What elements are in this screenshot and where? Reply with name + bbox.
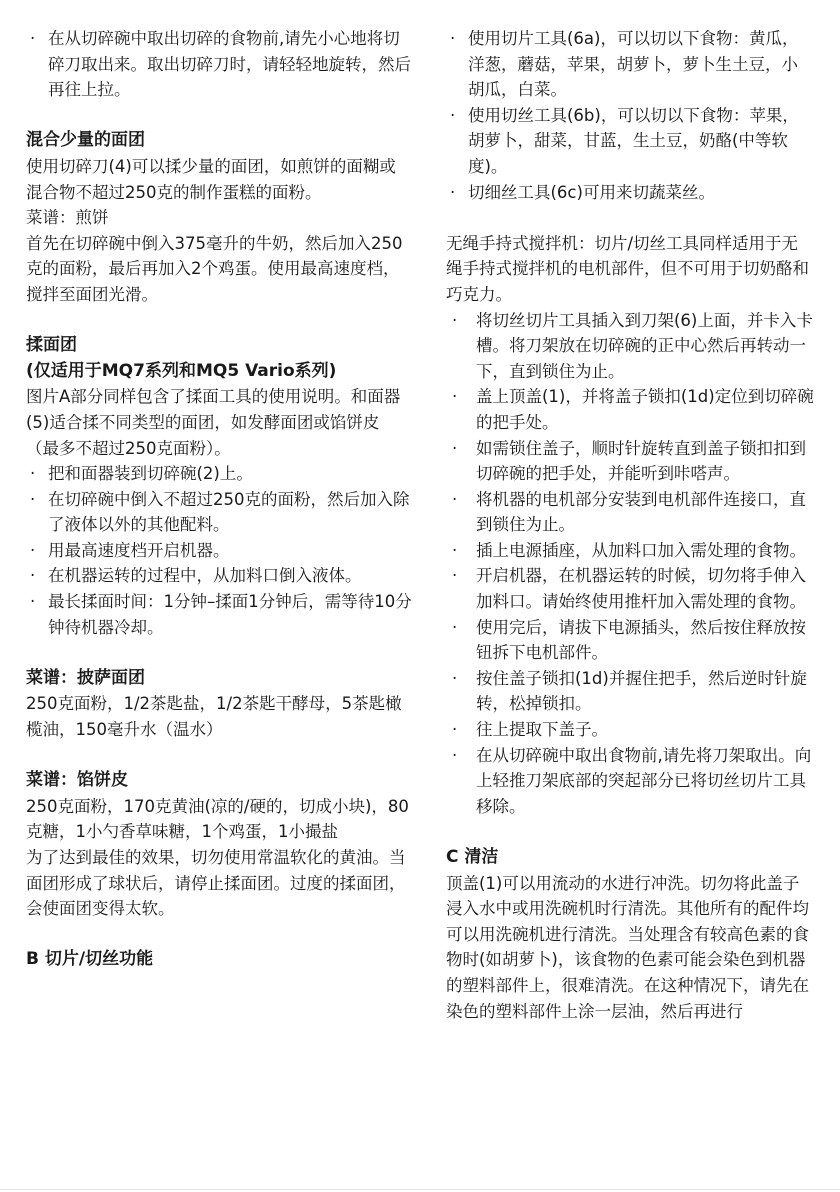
kneading-bullet-text: 最长揉面时间：1分钟–揉面1分钟后，需等待10分钟待机器冷却。 <box>48 592 412 637</box>
section-c-heading: C 清洁 <box>446 847 499 867</box>
tool-bullet-text: 使用切片工具(6a)，可以切以下食物：黄瓜，洋葱，蘑菇，苹果，胡萝卜，萝卜生土豆，小胡瓜，白菜。 <box>468 29 799 100</box>
bullet-dot-icon: · <box>30 592 36 612</box>
pizza-recipe-body: 250克面粉，1/2茶匙盐，1/2茶匙干酵母，5茶匙橄榄油，150毫升水（温水） <box>26 694 402 740</box>
step-text: 在从切碎碗中取出食物前,请先将刀架取出。向上轻推刀架底部的突起部分已将切丝切片工具移除。 <box>476 745 812 816</box>
step-item <box>446 538 814 564</box>
bullet-dot-icon: · <box>452 540 458 560</box>
step-text: 将机器的电机部分安装到电机部件连接口，直到锁住为止。 <box>476 489 806 535</box>
bullet-dot-icon: · <box>452 720 458 740</box>
bullet-dot-icon: · <box>452 387 458 407</box>
bullet-dot-icon: · <box>452 617 458 637</box>
section-b-heading: B 切片/切丝功能 <box>26 949 154 970</box>
step-text: 如需锁住盖子，顺时针旋转直到盖子锁扣扣到切碎碗的把手处，并能听到咔嗒声。 <box>476 438 806 484</box>
bullet-dot-icon: · <box>452 489 458 509</box>
kneading-bullet-text: 在切碎碗中倒入不超过250克的面粉，然后加入除了液体以外的其他配料。 <box>48 489 410 535</box>
bullet-dot-icon: · <box>452 668 458 688</box>
tool-bullet-text: 使用切丝工具(6b)，可以切以下食物：苹果，胡萝卜，甜菜，甘蓝，生土豆，奶酪(中等软度)。 <box>468 105 799 176</box>
bullet-dot-icon: · <box>30 540 36 560</box>
step-text: 将切丝切片工具插入到刀架(6)上面，并卡入卡槽。将刀架放在切碎碗的正中心然后再转动一下，直到锁住为止。 <box>476 310 813 381</box>
tool-bullet <box>446 180 814 206</box>
intro-bullet-text: 在从切碎碗中取出切碎的食物前,请先小心地将切碎刀取出来。取出切碎刀时，请轻轻地旋转，然后再往上拉。 <box>48 29 411 100</box>
bullet-dot-icon: · <box>30 566 36 586</box>
kneading-bullet-text: 用最高速度档开启机器。 <box>48 540 230 560</box>
cleaning-body: 顶盖(1)可以用流动的水进行冲洗。切勿将此盖子浸入水中或用洗碗机时行清洗。其他所有的配件均可以用洗碗机进行清洗。当处理含有较高色素的食物时(如胡萝卜)，该食物的色素可能会染色到机器的塑料部件上，很难清洗。在这种情况下，请先在染色的塑料部件上涂一层油，然后再进行 <box>446 873 809 1021</box>
step-text: 盖上顶盖(1)，并将盖子锁扣(1d)定位到切碎碗的把手处。 <box>476 387 814 432</box>
bullet-dot-icon: · <box>30 464 36 484</box>
kneading-bullet <box>26 563 412 589</box>
tool-bullet <box>446 103 814 180</box>
step-item <box>446 717 814 743</box>
kneading-bullet-text: 把和面器装到切碎碗(2)上。 <box>48 464 253 484</box>
kneading-bullet-text: 在机器运转的过程中，从加料口倒入液体。 <box>48 566 362 586</box>
left-column <box>26 26 412 973</box>
step-text: 按住盖子锁扣(1d)并握住把手，然后逆时针旋转，松掉锁扣。 <box>476 668 807 714</box>
step-item <box>446 615 814 666</box>
kneading-bullet <box>26 589 412 640</box>
small-dough-heading: 混合少量的面团 <box>26 130 145 151</box>
step-text: 插上电源插座，从加料口加入需处理的食物。 <box>476 540 806 560</box>
page-bottom-rule <box>0 1189 840 1190</box>
step-item <box>446 563 814 614</box>
bullet-dot-icon: · <box>452 310 458 330</box>
pie-recipe-heading: 菜谱：馅饼皮 <box>26 770 128 791</box>
kneading-bullet <box>26 538 412 564</box>
kneading-body: 图片A部分同样包含了揉面工具的使用说明。和面器(5)适合揉不同类型的面团，如发酵面团或馅饼皮（最多不超过250克面粉）。 <box>26 387 401 458</box>
step-text: 使用完后，请拔下电源插头，然后按住释放按钮拆下电机部件。 <box>476 617 806 663</box>
cordless-intro: 无绳手持式搅拌机：切片/切丝工具同样适用于无绳手持式搅拌机的电机部件，但不可用于切奶酪和巧克力。 <box>446 233 809 304</box>
right-column <box>446 26 814 1024</box>
pancake-recipe-label: 菜谱：煎饼 <box>26 208 109 228</box>
kneading-heading: 揉面团 <box>26 335 77 356</box>
pizza-recipe-heading: 菜谱：披萨面团 <box>26 667 145 688</box>
tool-bullet <box>446 26 814 103</box>
step-item <box>446 666 814 717</box>
step-text: 往上提取下盖子。 <box>476 720 608 740</box>
kneading-bullet <box>26 461 412 487</box>
bullet-dot-icon: · <box>452 566 458 586</box>
pie-recipe-note: 为了达到最佳的效果，切勿使用常温软化的黄油。当面团形成了球状后，请停止揉面团。过度的揉面团，会使面团变得太软。 <box>26 848 406 919</box>
bullet-dot-icon: · <box>30 489 36 509</box>
bullet-dot-icon: · <box>450 29 456 48</box>
kneading-subheading: (仅适用于MQ7系列和MQ5 Vario系列) <box>26 360 337 381</box>
step-item <box>446 487 814 538</box>
bullet-dot-icon: · <box>452 745 458 765</box>
small-dough-body: 使用切碎刀(4)可以揉少量的面团，如煎饼的面糊或混合物不超过250克的制作蛋糕的面粉。 <box>26 156 396 202</box>
kneading-bullet <box>26 487 412 538</box>
step-item <box>446 384 814 435</box>
pancake-recipe-text: 首先在切碎碗中倒入375毫升的牛奶，然后加入250克的面粉，最后再加入2个鸡蛋。使用最高速度档，搅拌至面团光滑。 <box>26 233 403 304</box>
bullet-dot-icon: · <box>452 438 458 458</box>
tool-bullet-text: 切细丝工具(6c)可用来切蔬菜丝。 <box>468 182 715 202</box>
step-text: 开启机器，在机器运转的时候，切勿将手伸入加料口。请始终使用推杆加入需处理的食物。 <box>476 566 806 612</box>
bullet-dot-icon: · <box>450 105 456 125</box>
bullet-dot-icon: · <box>450 182 456 202</box>
pie-recipe-body: 250克面粉，170克黄油(凉的/硬的，切成小块)，80克糖，1小勺香草味糖，1个鸡蛋，1小撮盐 <box>26 796 409 842</box>
intro-bullet <box>26 26 412 103</box>
step-item <box>446 743 814 820</box>
step-item <box>446 436 814 487</box>
bullet-dot-icon: · <box>30 29 36 48</box>
step-item <box>446 308 814 385</box>
